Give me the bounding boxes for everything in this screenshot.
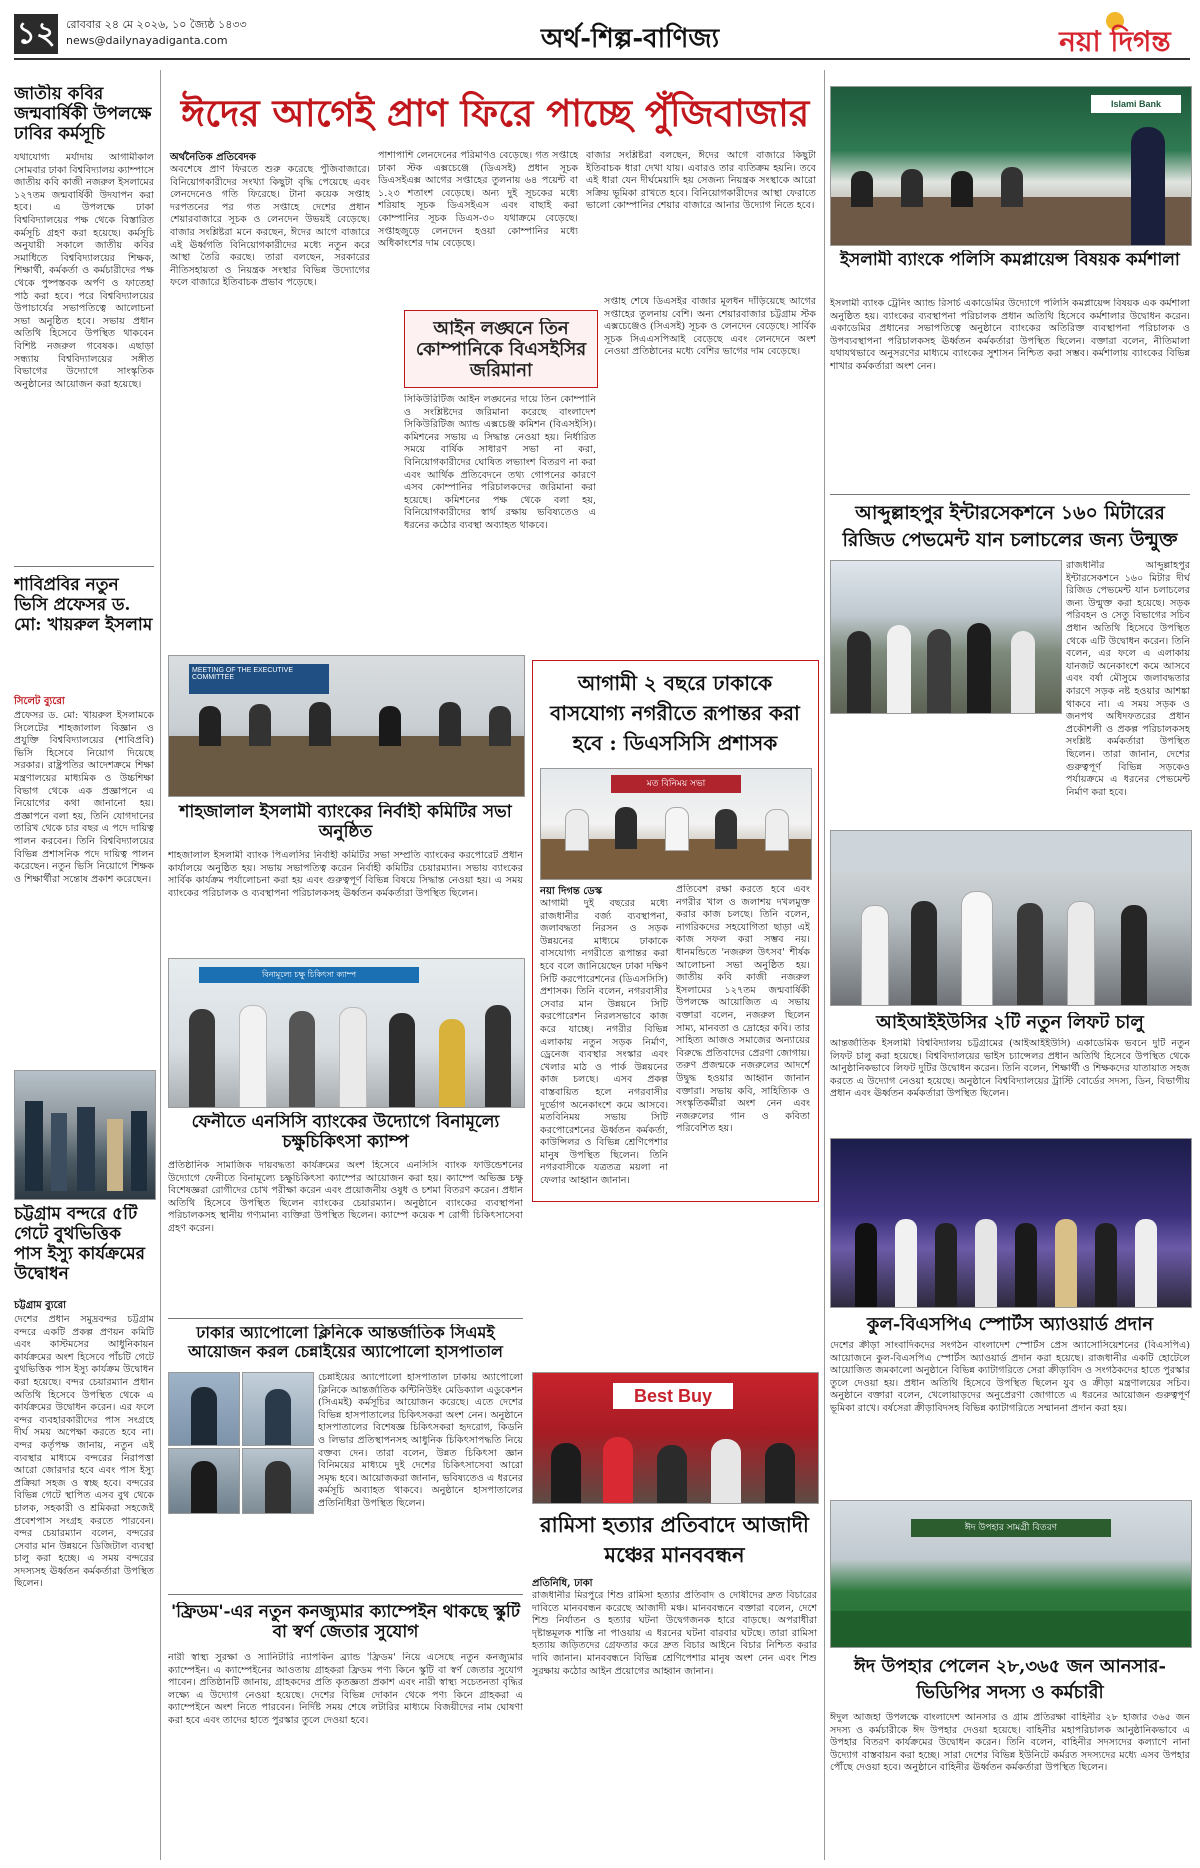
- islami-bank-photo: [830, 86, 1192, 246]
- dsc-banner: মত বিনিময় সভা: [611, 775, 741, 793]
- logo-text: নয়া দিগন্ত: [1059, 25, 1171, 58]
- ramisa-body: রাজধানীর মিরপুরে শিশু রামিসা হত্যার প্রতিবাদ ও দোষীদের দ্রুত বিচারের দাবিতে মানববন্ধন করেছে আজাদী মঞ্চ। মানববন্ধনে বক্তারা বলেন, দেশে শিশু নির্যাতন ও হত্যার ঘটনা উদ্বেগজনক হারে বাড়ছে। অপরাধীরা দৃষ্টান্তমূলক শাস্তি না পাওয়ায় এ ধরনের ঘটনা বারবার ঘটছে। তারা রামিসা হত্যায় জড়িতদের গ্রেফতার করে দ্রুত বিচার আইনে বিচার নিশ্চিত করার দাবি জানান। মানববন্ধনে বিভিন্ন শ্রেণিপেশার মানুষ অংশ নেন এবং শিশু সুরক্ষায় কঠোর আইন প্রয়োগের আহ্বান জানান।: [532, 1590, 817, 1677]
- shahjalal-caption: শাহজালাল ইসলামী ব্যাংকের নির্বাহী কমিটির সভা অনুষ্ঠিত: [179, 802, 512, 843]
- divider: [14, 566, 154, 567]
- vc-credit: সিলেট ব্যুরো: [14, 696, 65, 707]
- bestbuy-sign: Best Buy: [613, 1383, 733, 1409]
- header-rule: [14, 58, 1190, 60]
- ramisa-headline: রামিসা হত্যার প্রতিবাদে আজাদী মঞ্চের মানববন্ধন: [540, 1512, 809, 1567]
- website: news@dailynayadiganta.com: [66, 34, 228, 47]
- lead-body-col4: সপ্তাহ শেষে ডিএসইর বাজার মূলধন দাঁড়িয়েছে আগের সপ্তাহের তুলনায় বেশি। অন্য শেয়ারবাজার চট্টগ্রাম স্টক এক্সচেঞ্জেও (সিএসই) সূচক ও লেনদেন বেড়েছে। সার্বিক সূচক সিএএসপিআই বেড়েছে এবং লেনদেনে অংশ নেওয়া প্রতিষ্ঠানের মধ্যে বেশির ভাগের দাম বেড়েছে।: [604, 296, 816, 358]
- dsc-body: আগামী দুই বছরের মধ্যে রাজধানীর বর্জ্য ব্যবস্থাপনা, জলাবদ্ধতা নিরসন ও সড়ক উন্নয়নের মাধ্যমে ঢাকাকে বাসযোগ্য নগরীতে রূপান্তর করা হবে বলে জানিয়েছেন ঢাকা দক্ষিণ সিটি করপোরেশনের (ডিএসসিসি) প্রশাসক। তিনি বলেন, নগরবাসীর সেবার মান উন্নয়নে সিটি করপোরেশন নিরলসভাবে কাজ করে যাচ্ছে। নগরীর বিভিন্ন এলাকায় নতুন সড়ক নির্মাণ, ড্রেনেজ ব্যবস্থার সংস্কার এবং খেলার মাঠ ও পার্ক উন্নয়নের কাজ চলছে। এসব প্রকল্প বাস্তবায়িত হলে নগরবাসীর দুর্ভোগ অনেকাংশে কমে আসবে। মতবিনিময় সভায় সিটি করপোরেশনের ঊর্ধ্বতন কর্মকর্তা, কাউন্সিলর ও বিভিন্ন শ্রেণিপেশার মানুষ উপস্থিত ছিলেন। তিনি নগরবাসীকে যত্রতত্র ময়লা না ফেলার আহ্বান জানান।: [540, 898, 668, 1187]
- kul-body: দেশের ক্রীড়া সাংবাদিকদের সংগঠন বাংলাদেশ স্পোর্টস প্রেস অ্যাসোসিয়েশনের (বিএসপিএ) আয়োজনে কুল-বিএসপিএ স্পোর্টস অ্যাওয়ার্ড প্রদান করা হয়েছে। রাজধানীর একটি হোটেলে আয়োজিত জমকালো অনুষ্ঠানে বিভিন্ন ক্যাটাগরিতে সেরা ক্রীড়াবিদ ও সংগঠকদের হাতে পুরস্কার তুলে দেওয়া হয়। প্রধান অতিথি হিসেবে উপস্থিত ছিলেন যুব ও ক্রীড়া মন্ত্রণালয়ের সচিব। অনুষ্ঠানে বক্তারা বলেন, খেলোয়াড়দের অনুপ্রেরণা জোগাতে এ ধরনের আয়োজন গুরুত্বপূর্ণ ভূমিকা রাখে। বর্ষসেরা ক্রীড়াবিদসহ বিভিন্ন ক্যাটাগরিতে সম্মাননা প্রদান করা হয়।: [830, 1340, 1190, 1414]
- ansar-banner: ঈদ উপহার সামগ্রী বিতরণ: [911, 1519, 1111, 1537]
- ansar-caption: ঈদ উপহার পেলেন ২৮,৩৬৫ জন আনসার-ভিডিপির সদস্য ও কর্মচারী: [853, 1656, 1167, 1703]
- apollo-body: চেন্নাইয়ের অ্যাপোলো হাসপাতাল ঢাকায় অ্যাপোলো ক্লিনিকে আন্তর্জাতিক কন্টিনিউইং মেডিক্যাল এডুকেশন (সিএমই) কর্মসূচির আয়োজন করেছে। এতে দেশের বিভিন্ন হাসপাতালের চিকিৎসকরা অংশ নেন। অনুষ্ঠানে হাসপাতালের বিশেষজ্ঞ চিকিৎসকরা হৃদরোগ, কিডনি ও লিভার প্রতিস্থাপনসহ আধুনিক চিকিৎসাপদ্ধতি নিয়ে বক্তব্য দেন। তারা বলেন, উন্নত চিকিৎসা জ্ঞান বিনিময়ের মাধ্যমে দুই দেশের চিকিৎসাসেবা আরো সমৃদ্ধ হবে। আয়োজকরা জানান, ভবিষ্যতেও এ ধরনের কর্মসূচি অব্যাহত থাকবে। অনুষ্ঠানে হাসপাতালের প্রতিনিধিরা উপস্থিত ছিলেন।: [318, 1372, 523, 1509]
- apollo-photo-2: [242, 1372, 314, 1446]
- feni-body: প্রতিষ্ঠানিক সামাজিক দায়বদ্ধতা কার্যক্রমের অংশ হিসেবে এনসিসি ব্যাংক ফাউন্ডেশনের উদ্যোগে ফেনীতে বিনামূল্যে চক্ষুচিকিৎসা ক্যাম্পের আয়োজন করা হয়। ক্যাম্পে অভিজ্ঞ চক্ষু বিশেষজ্ঞরা রোগীদের চোখ পরীক্ষা করেন এবং প্রয়োজনীয় ওষুধ ও চশমা বিতরণ করেন। প্রধান অতিথি হিসেবে উপস্থিত ছিলেন ব্যাংকের চেয়ারম্যান। অনুষ্ঠানে ব্যাংকের ব্যবস্থাপনা পরিচালকসহ স্থানীয় গণ্যমান্য ব্যক্তিরা উপস্থিত ছিলেন। ক্যাম্পে কয়েক শ রোগী চিকিৎসাসেবা গ্রহণ করেন।: [168, 1160, 523, 1234]
- feni-photo: [168, 958, 525, 1108]
- dsc-body-right: প্রতিবেশ রক্ষা করতে হবে এবং নগরীর খাল ও জলাশয় দখলমুক্ত করার কাজ চলছে। তিনি বলেন, নাগরিকদের সহযোগিতা ছাড়া এই কাজ সফল করা সম্ভব নয়। ধানমন্ডিতে 'নজরুল উৎসব' শীর্ষক আলোচনা সভা অনুষ্ঠিত হয়। জাতীয় কবি কাজী নজরুল ইসলামের ১২৭তম জন্মবার্ষিকী উপলক্ষে আয়োজিত এ সভায় বক্তারা বলেন, নজরুল ছিলেন সাম্য, মানবতা ও দ্রোহের কবি। তার সাহিত্য আজও সমাজের অন্যায়ের বিরুদ্ধে প্রতিবাদের প্রেরণা জোগায়। তরুণ প্রজন্মকে নজরুলের আদর্শে উদ্বুদ্ধ হওয়ার আহ্বান জানান বক্তারা। সভায় কবি, সাহিত্যিক ও সংস্কৃতিকর্মীরা অংশ নেন এবং নজরুলের গান ও কবিতা পরিবেশিত হয়।: [676, 884, 810, 1135]
- column-divider: [824, 70, 825, 1860]
- iiuc-photo: [830, 830, 1192, 1006]
- ansar-body: ঈদুল আজহা উপলক্ষে বাংলাদেশ আনসার ও গ্রাম প্রতিরক্ষা বাহিনীর ২৮ হাজার ৩৬৫ জন সদস্য ও কর্মচারীকে ঈদ উপহার দেওয়া হয়েছে। বাহিনীর মহাপরিচালক আনুষ্ঠানিকভাবে এ উপহার বিতরণ কার্যক্রমের উদ্বোধন করেন। তিনি বলেন, বাহিনীর সদস্যদের কল্যাণে নানা উদ্যোগ বাস্তবায়ন করা হচ্ছে। সারা দেশের বিভিন্ন ইউনিটে কর্মরত সদস্যদের মধ্যে এসব উপহার পৌঁছে দেওয়া হবে। অনুষ্ঠানে বাহিনীর ঊর্ধ্বতন কর্মকর্তারা উপস্থিত ছিলেন।: [830, 1712, 1190, 1774]
- freedom-body: নারী স্বাস্থ্য সুরক্ষা ও স্যানিটারি ন্যাপকিন ব্র্যান্ড 'ফ্রিডম' নিয়ে এসেছে নতুন কনজ্যুমার ক্যাম্পেইন। এ ক্যাম্পেইনের আওতায় গ্রাহকরা ফ্রিডম পণ্য কিনে স্কুটি বা স্বর্ণ জেতার সুযোগ পাবেন। প্রতিষ্ঠানটি জানায়, গ্রাহকদের প্রতি কৃতজ্ঞতা প্রকাশ এবং নারী স্বাস্থ্য সচেতনতা বৃদ্ধির লক্ষ্যে এ উদ্যোগ নেওয়া হয়েছে। দেশের বিভিন্ন দোকান থেকে পণ্য কিনে গ্রাহকরা এ ক্যাম্পেইনে অংশ নিতে পারবেন। নির্দিষ্ট সময় শেষে লটারির মাধ্যমে বিজয়ীদের নাম ঘোষণা করা হবে এবং তাদের হাতে পুরস্কার তুলে দেওয়া হবে।: [168, 1652, 523, 1726]
- kabi-body: যথাযোগ্য মর্যাদায় আগামীকাল সোমবার ঢাকা বিশ্ববিদ্যালয় ক্যাম্পাসে জাতীয় কবি কাজী নজরুল ইসলামের ১২৭তম জন্মবার্ষিকী উদযাপন করা হবে। এ উপলক্ষে ঢাকা বিশ্ববিদ্যালয়ের পক্ষ থেকে বিস্তারিত কর্মসূচি গ্রহণ করা হয়েছে। কর্মসূচি অনুযায়ী সকালে জাতীয় কবির সমাধিতে বিশ্ববিদ্যালয়ের শিক্ষক, শিক্ষার্থী, কর্মকর্তা ও কর্মচারীদের পক্ষ থেকে পুষ্পস্তবক অর্পণ ও ফাতেহা পাঠ করা হবে। পরে বিশ্ববিদ্যালয়ের উপাচার্যের সভাপতিত্বে আলোচনা সভা অনুষ্ঠিত হবে। সভায় প্রধান অতিথি হিসেবে উপস্থিত থাকবেন বিশিষ্ট নজরুল গবেষক। এছাড়া সন্ধ্যায় বিশ্ববিদ্যালয়ের সঙ্গীত বিভাগের উদ্যোগে সাংস্কৃতিক অনুষ্ঠানের আয়োজন করা হয়েছে।: [14, 152, 154, 390]
- lead-headline: ঈদের আগেই প্রাণ ফিরে পাচ্ছে পুঁজিবাজার: [180, 91, 810, 135]
- logo: [1040, 14, 1190, 58]
- meeting-banner: MEETING OF THE EXECUTIVE COMMITTEE: [189, 664, 329, 694]
- shahjalal-photo: [168, 655, 525, 797]
- abdullahpur-headline: আব্দুল্লাহপুর ইন্টারসেকশনে ১৬০ মিটারের রিজিড পেভমেন্ট যান চলাচলের জন্য উন্মুক্ত: [842, 502, 1178, 551]
- page-number-badge: ১২: [14, 14, 58, 54]
- dsc-headline: আগামী ২ বছরে ঢাকাকে বাসযোগ্য নগরীতে রূপান্তর করা হবে : ডিএসসিসি প্রশাসক: [550, 671, 800, 755]
- apollo-photo-3: [168, 1448, 240, 1514]
- vc-headline: শাবিপ্রবির নতুন ভিসি প্রফেসর ড. মো: খায়রুল ইসলাম: [14, 575, 153, 636]
- lead-credit: অর্থনৈতিক প্রতিবেদক: [170, 152, 256, 163]
- feni-caption: ফেনীতে এনসিসি ব্যাংকের উদ্যোগে বিনামূল্যে চক্ষুচিকিৎসা ক্যাম্প: [191, 1112, 500, 1153]
- kabi-headline: জাতীয় কবির জন্মবার্ষিকী উপলক্ষে ঢাবির কর্মসূচি: [14, 84, 152, 145]
- islami-banner: Islami Bank: [1091, 95, 1181, 113]
- ctg-port-photo: [14, 1070, 156, 1200]
- dsc-photo: [540, 768, 812, 880]
- dsc-credit: নয়া দিগন্ত ডেস্ক: [540, 886, 602, 897]
- kul-photo: [830, 1138, 1192, 1308]
- islami-body: ইসলামী ব্যাংক ট্রেনিং অ্যান্ড রিসার্চ একাডেমির উদ্যোগে পলিসি কমপ্লায়েন্স বিষয়ক এক কর্মশালা অনুষ্ঠিত হয়। ব্যাংকের ব্যবস্থাপনা পরিচালক প্রধান অতিথি হিসেবে কর্মশালার উদ্বোধন করেন। একাডেমির প্রধানের সভাপতিত্বে অনুষ্ঠানে ব্যাংকের অতিরিক্ত ব্যবস্থাপনা পরিচালক ও উপব্যবস্থাপনা পরিচালকসহ ঊর্ধ্বতন কর্মকর্তারা উপস্থিত ছিলেন। বক্তারা বলেন, নীতিমালা যথাযথভাবে অনুসরণের মাধ্যমে ব্যাংকের সুশাসন নিশ্চিত করা সম্ভব। কর্মশালায় ব্যাংকের বিভিন্ন শাখার কর্মকর্তারা অংশ নেন।: [830, 298, 1190, 372]
- lead-body-col2: পাশাপাশি লেনদেনের পরিমাণও বেড়েছে। গত সপ্তাহে ঢাকা স্টক এক্সচেঞ্জে (ডিএসই) প্রধান সূচক ডিএসইএক্স আগের সপ্তাহের তুলনায় ৬৪ পয়েন্ট বা ১.২৩ শতাংশ বেড়েছে। অন্য দুই সূচকের মধ্যে শরিয়াহ সূচক ডিএসইএস এবং বাছাই করা কোম্পানির সূচক ডিএস-৩০ যথাক্রমে বেড়েছে। সপ্তাহজুড়ে লেনদেন হওয়া কোম্পানির মধ্যে অধিকাংশের দাম বেড়েছে।: [378, 150, 578, 250]
- shahjalal-body: শাহজালাল ইসলামী ব্যাংক পিএলসির নির্বাহী কমিটির সভা সম্প্রতি ব্যাংকের করপোরেট প্রধান কার্যালয়ে অনুষ্ঠিত হয়। সভায় সভাপতিত্ব করেন নির্বাহী কমিটির চেয়ারম্যান। সভায় ব্যাংকের সার্বিক কার্যক্রম পর্যালোচনা করা হয় এবং গুরুত্বপূর্ণ বিভিন্ন বিষয়ে সিদ্ধান্ত নেওয়া হয়। এ সময় ব্যাংকের পরিচালক ও ব্যবস্থাপনা পরিচালকসহ ঊর্ধ্বতন কর্মকর্তারা উপস্থিত ছিলেন।: [168, 850, 523, 899]
- feni-banner: বিনামূল্যে চক্ষু চিকিৎসা ক্যাম্প: [199, 967, 419, 983]
- divider: [168, 1318, 523, 1319]
- vc-body: প্রফেসর ড. মো: খায়রুল ইসলামকে সিলেটের শাহজালাল বিজ্ঞান ও প্রযুক্তি বিশ্ববিদ্যালয়ের (শাবিপ্রবি) ভিসি হিসেবে নিয়োগ দিয়েছে সরকার। রাষ্ট্রপতির আদেশক্রমে শিক্ষা মন্ত্রণালয়ের মাধ্যমিক ও উচ্চশিক্ষা বিভাগ থেকে এক প্রজ্ঞাপনে এ নিয়োগের কথা জানানো হয়। প্রজ্ঞাপনে বলা হয়, তিনি যোগদানের তারিখ থেকে চার বছর এ পদে দায়িত্ব পালন করবেন। তিনি বিশ্ববিদ্যালয়ের বিভিন্ন প্রশাসনিক পদে দায়িত্ব পালন করেছেন। নতুন ভিসি নিয়োগে শিক্ষক ও শিক্ষার্থীরা সন্তোষ প্রকাশ করেছেন।: [14, 710, 154, 885]
- divider: [168, 1594, 523, 1595]
- islami-caption: ইসলামী ব্যাংকে পলিসি কমপ্লায়েন্স বিষয়ক কর্মশালা: [840, 250, 1180, 270]
- ansar-photo: [830, 1500, 1192, 1648]
- kul-caption: কুল-বিএসপিএ স্পোর্টস অ্যাওয়ার্ড প্রদান: [866, 1314, 1154, 1335]
- divider: [830, 494, 1190, 495]
- bsec-headline: আইন লঙ্ঘনে তিন কোম্পানিকে বিএসইসির জরিমানা: [415, 318, 587, 382]
- column-divider: [160, 70, 161, 1860]
- abdullahpur-body: রাজধানীর আব্দুল্লাহপুর ইন্টারসেকশনে ১৬০ মিটার দীর্ঘ রিজিড পেভমেন্ট যান চলাচলের জন্য উন্মুক্ত করা হয়েছে। সড়ক পরিবহন ও সেতু বিভাগের সচিব প্রধান অতিথি হিসেবে উপস্থিত থেকে এটি উদ্বোধন করেন। তিনি বলেন, এর ফলে এ এলাকায় যানজট অনেকাংশে কমে আসবে এবং বর্ষা মৌসুমে জলাবদ্ধতার কারণে সড়ক নষ্ট হওয়ার আশঙ্কা থাকবে না। এ সময় সড়ক ও জনপথ অধিদফতরের প্রধান প্রকৌশলী ও প্রকল্প পরিচালকসহ সংশ্লিষ্ট কর্মকর্তারা উপস্থিত ছিলেন। তারা জানান, দেশের গুরুত্বপূর্ণ বিভিন্ন সড়কেও পর্যায়ক্রমে এ ধরনের পেভমেন্ট নির্মাণ করা হবে।: [1066, 560, 1190, 798]
- apollo-photo-4: [242, 1448, 314, 1514]
- iiuc-body: আন্তর্জাতিক ইসলামী বিশ্ববিদ্যালয় চট্টগ্রামের (আইআইইউসি) একাডেমিক ভবনে দুটি নতুন লিফট চালু করা হয়েছে। বিশ্ববিদ্যালয়ের ভাইস চ্যান্সেলর প্রধান অতিথি হিসেবে উপস্থিত থেকে আনুষ্ঠানিকভাবে লিফট দুটির উদ্বোধন করেন। তিনি বলেন, শিক্ষার্থী ও শিক্ষকদের যাতায়াত সহজ করতে এ উদ্যোগ নেওয়া হয়েছে। অনুষ্ঠানে বিশ্ববিদ্যালয়ের ট্রাস্টি বোর্ডের সদস্য, ডিন, বিভাগীয় প্রধান এবং ঊর্ধ্বতন কর্মকর্তারা উপস্থিত ছিলেন।: [830, 1038, 1190, 1100]
- apollo-photo-1: [168, 1372, 240, 1446]
- section-title: অর্থ-শিল্প-বাণিজ্য: [540, 24, 720, 54]
- ctg-headline: চট্টগ্রাম বন্দরে ৫টি গেটে বুথভিত্তিক পাস ইস্যু কার্যক্রমের উদ্বোধন: [14, 1204, 145, 1285]
- bestbuy-photo: [532, 1372, 819, 1504]
- ctg-body: দেশের প্রধান সমুদ্রবন্দর চট্টগ্রাম বন্দরে একটি প্রকল্প প্রণয়ন কমিটি এবং কাস্টমসের আধুনিকায়ন কার্যক্রমের অংশ হিসেবে পাঁচটি গেটে বুথভিত্তিক পাস ইস্যু কার্যক্রম উদ্বোধন করা হয়েছে। বন্দর চেয়ারম্যান প্রধান অতিথি হিসেবে উপস্থিত থেকে এ কার্যক্রমের উদ্বোধন করেন। এর ফলে বন্দর ব্যবহারকারীদের পাস সংগ্রহে দীর্ঘ সময় অপেক্ষা করতে হবে না। বন্দর কর্তৃপক্ষ জানায়, নতুন এই ব্যবস্থার মাধ্যমে বন্দরের নিরাপত্তা আরো জোরদার হবে এবং পাস ইস্যু প্রক্রিয়া সহজ ও স্বচ্ছ হবে। বন্দরের বিভিন্ন গেটে স্থাপিত এসব বুথ থেকে চালক, সহকারী ও শ্রমিকরা সহজেই প্রবেশপাস সংগ্রহ করতে পারবেন। বন্দর চেয়ারম্যান বলেন, বন্দরের সেবার মান উন্নয়নে ডিজিটাল ব্যবস্থা চালু করা হচ্ছে। এ সময় বন্দরের সদস্যসহ ঊর্ধ্বতন কর্মকর্তারা উপস্থিত ছিলেন।: [14, 1314, 154, 1590]
- bsec-body: সিকিউরিটিজ আইন লঙ্ঘনের দায়ে তিন কোম্পানি ও সংশ্লিষ্টদের জরিমানা করেছে বাংলাদেশ সিকিউরিটিজ অ্যান্ড এক্সচেঞ্জ কমিশন (বিএসইসি)। কমিশনের সভায় এ সিদ্ধান্ত নেওয়া হয়। নির্ধারিত সময়ে বার্ষিক সাধারণ সভা না করা, বিনিয়োগকারীদের ঘোষিত লভ্যাংশ বিতরণ না করা এবং আর্থিক প্রতিবেদনে তথ্য গোপনের কারণে এসব কোম্পানির পরিচালকদের জরিমানা করা হয়েছে। কমিশনের পক্ষ থেকে বলা হয়, বিনিয়োগকারীদের স্বার্থ রক্ষায় ভবিষ্যতেও এ ধরনের কঠোর ব্যবস্থা অব্যাহত থাকবে।: [404, 394, 596, 531]
- lead-body-col1: অবশেষে প্রাণ ফিরতে শুরু করেছে পুঁজিবাজারে। বিনিয়োগকারীদের সংখ্যা কিছুটা বৃদ্ধি পেয়েছে এবং লেনদেনেও গতি ফিরেছে। টানা কয়েক সপ্তাহ দরপতনের পর গত সপ্তাহে দেশের প্রধান শেয়ারবাজারে সূচক ও লেনদেন উভয়ই বেড়েছে। বাজার সংশ্লিষ্টরা মনে করছেন, ঈদের আগে বাজারে এই ঊর্ধ্বগতি বিনিয়োগকারীদের মধ্যে নতুন করে আস্থা তৈরি করছে। তারা বলছেন, সরকারের নীতিসহায়তা ও নিয়ন্ত্রক সংস্থার বিভিন্ন উদ্যোগের ফলে বাজারে ইতিবাচক প্রভাব পড়েছে।: [170, 164, 370, 289]
- ctg-credit: চট্টগ্রাম ব্যুরো: [14, 1300, 67, 1311]
- iiuc-caption: আইআইইউসির ২টি নতুন লিফট চালু: [876, 1012, 1144, 1033]
- ramisa-credit: প্রতিনিধি, ঢাকা: [532, 1578, 593, 1589]
- masthead: [0, 0, 1200, 60]
- freedom-headline: 'ফ্রিডম'-এর নতুন কনজ্যুমার ক্যাম্পেইন থাকছে স্কুটি বা স্বর্ণ জেতার সুযোগ: [170, 1602, 521, 1643]
- apollo-headline: ঢাকার অ্যাপোলো ক্লিনিকে আন্তর্জাতিক সিএমই আয়োজন করল চেন্নাইয়ের অ্যাপোলো হাসপাতাল: [188, 1324, 503, 1361]
- abdullahpur-photo: [830, 560, 1062, 714]
- date-line: রোববার ২৪ মে ২০২৬, ১০ জ্যৈষ্ঠ ১৪৩৩: [66, 18, 247, 31]
- lead-body-col3: বাজার সংশ্লিষ্টরা বলছেন, ঈদের আগে বাজারে কিছুটা ইতিবাচক ধারা দেখা যায়। এবারও তার ব্যতিক্রম হয়নি। তবে এই ধারা যেন দীর্ঘমেয়াদি হয় সেজন্য নিয়ন্ত্রক সংস্থাকে আরো সক্রিয় ভূমিকা রাখতে হবে। বিনিয়োগকারীদের আস্থা ফেরাতে ভালো কোম্পানির শেয়ার বাজারে আনার উদ্যোগ নিতে হবে।: [586, 150, 816, 212]
